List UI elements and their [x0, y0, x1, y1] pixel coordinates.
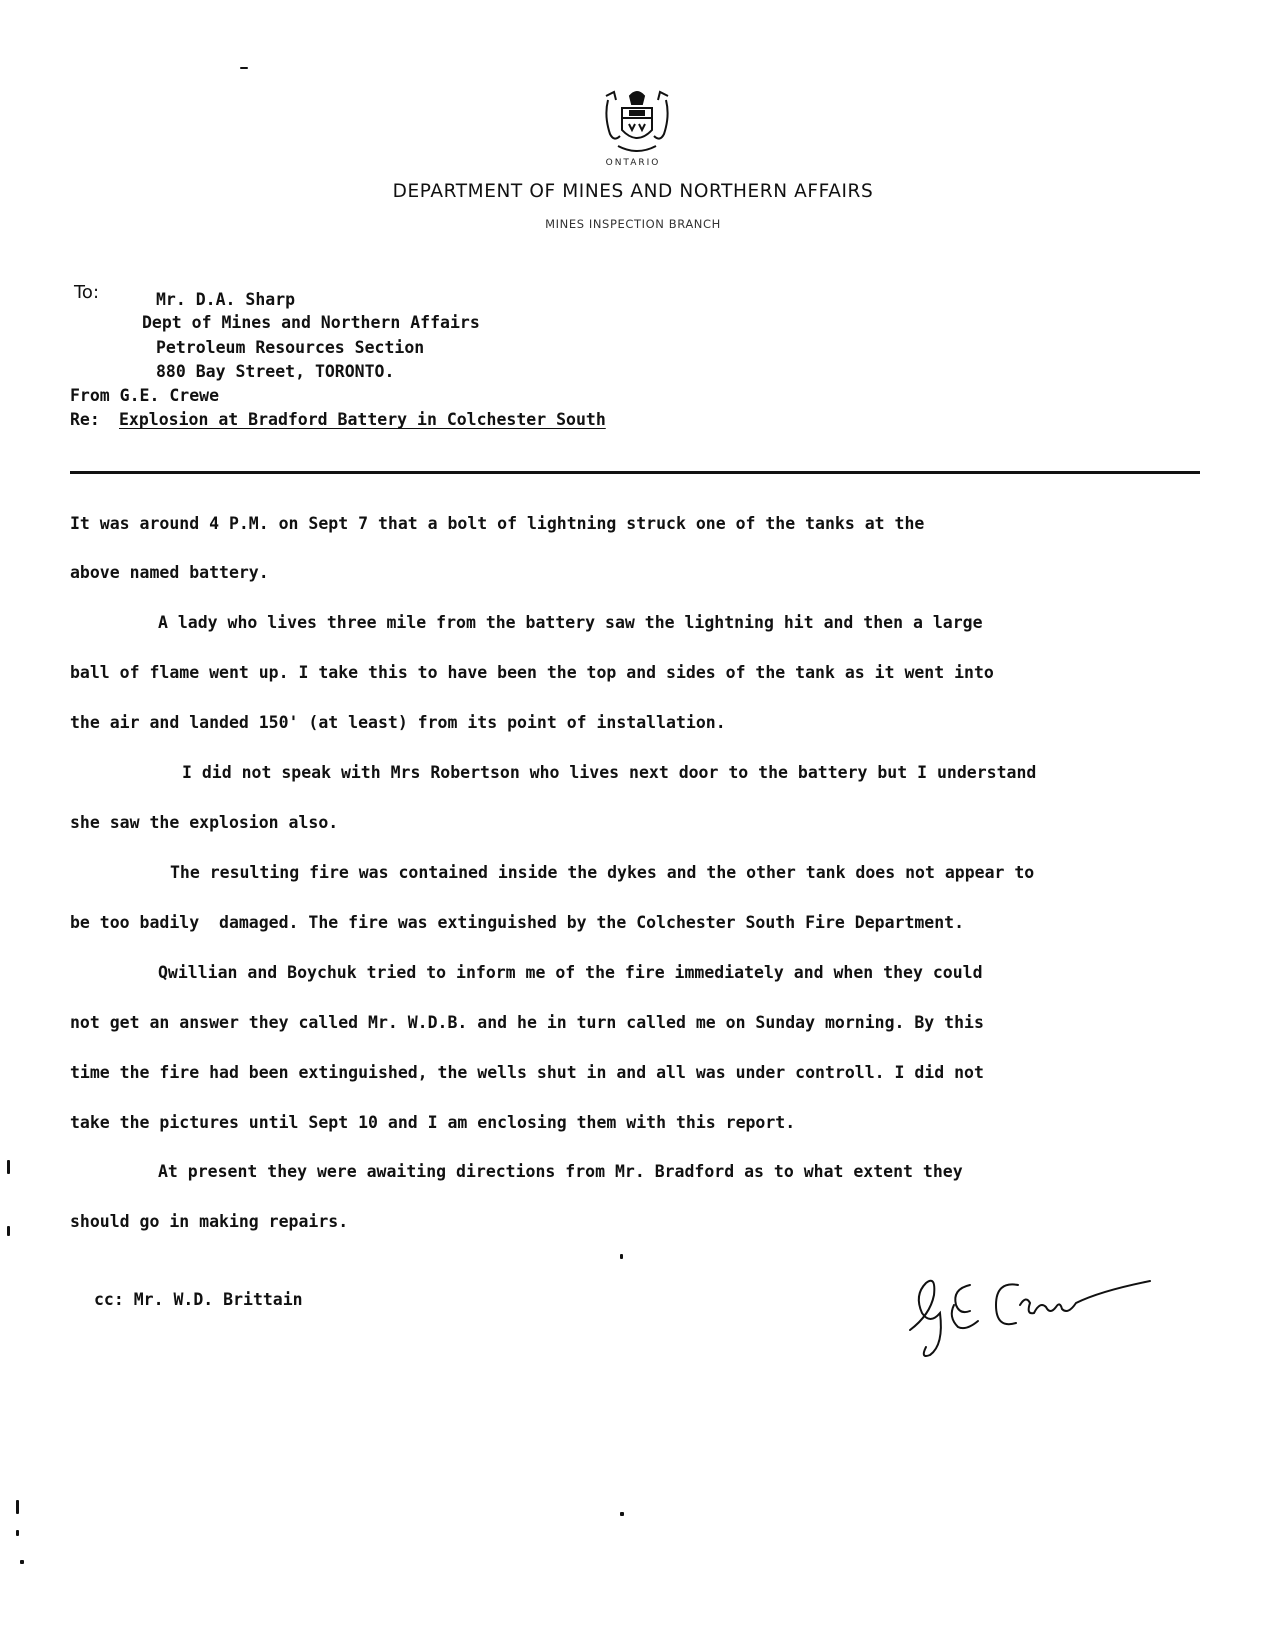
- scan-mark: [7, 1160, 10, 1174]
- branch-subtitle: MINES INSPECTION BRANCH: [545, 217, 721, 231]
- ontario-coat-of-arms-icon: [596, 86, 678, 156]
- body-line: above named battery.: [70, 563, 269, 582]
- scan-mark: [20, 1560, 24, 1564]
- recipient-address-line: Petroleum Resources Section: [156, 338, 425, 357]
- body-line: be too badily damaged. The fire was extinguished by the Colchester South Fire Department.: [70, 913, 965, 932]
- body-line: I did not speak with Mrs Robertson who lives next door to the battery but I understand: [182, 763, 1037, 782]
- body-line: the air and landed 150' (at least) from its point of installation.: [70, 713, 726, 732]
- body-line: At present they were awaiting directions from Mr. Bradford as to what extent they: [158, 1162, 963, 1181]
- scan-mark: [16, 1530, 19, 1536]
- body-line: The resulting fire was contained inside the dykes and the other tank does not appear to: [170, 863, 1035, 882]
- cc-line: cc: Mr. W.D. Brittain: [94, 1290, 303, 1309]
- scan-mark: [16, 1500, 19, 1514]
- body-line: she saw the explosion also.: [70, 813, 339, 832]
- body-line: not get an answer they called Mr. W.D.B. and he in turn called me on Sunday morning. By this: [70, 1013, 984, 1032]
- subject-label: Re:: [70, 410, 100, 429]
- department-title: DEPARTMENT OF MINES AND NORTHERN AFFAIRS: [392, 181, 874, 202]
- body-line: take the pictures until Sept 10 and I am enclosing them with this report.: [70, 1113, 796, 1132]
- body-line: A lady who lives three mile from the battery saw the lightning hit and then a large: [158, 613, 983, 632]
- scan-mark: [7, 1226, 10, 1236]
- recipient-address-line: 880 Bay Street, TORONTO.: [156, 362, 395, 381]
- body-line: ball of flame went up. I take this to have been the top and sides of the tank as it went into: [70, 663, 994, 682]
- handwritten-signature: [900, 1255, 1200, 1365]
- scan-mark: [240, 67, 248, 69]
- sender-line: From G.E. Crewe: [70, 386, 220, 405]
- scan-mark: [620, 1254, 623, 1259]
- body-line: time the fire had been extinguished, the wells shut in and all was under controll. I did not: [70, 1063, 984, 1082]
- scan-mark: [620, 1512, 624, 1516]
- body-line: Qwillian and Boychuk tried to inform me of the fire immediately and when they could: [158, 963, 983, 982]
- subject-line: Explosion at Bradford Battery in Colchester South: [119, 410, 606, 429]
- body-line: It was around 4 P.M. on Sept 7 that a bolt of lightning struck one of the tanks at the: [70, 514, 925, 533]
- to-label: To:: [74, 282, 100, 303]
- header-divider: [70, 471, 1200, 474]
- province-label: ONTARIO: [605, 158, 661, 168]
- body-line: should go in making repairs.: [70, 1212, 349, 1231]
- recipient-name: Mr. D.A. Sharp: [156, 290, 296, 309]
- recipient-address-line: Dept of Mines and Northern Affairs: [142, 313, 480, 332]
